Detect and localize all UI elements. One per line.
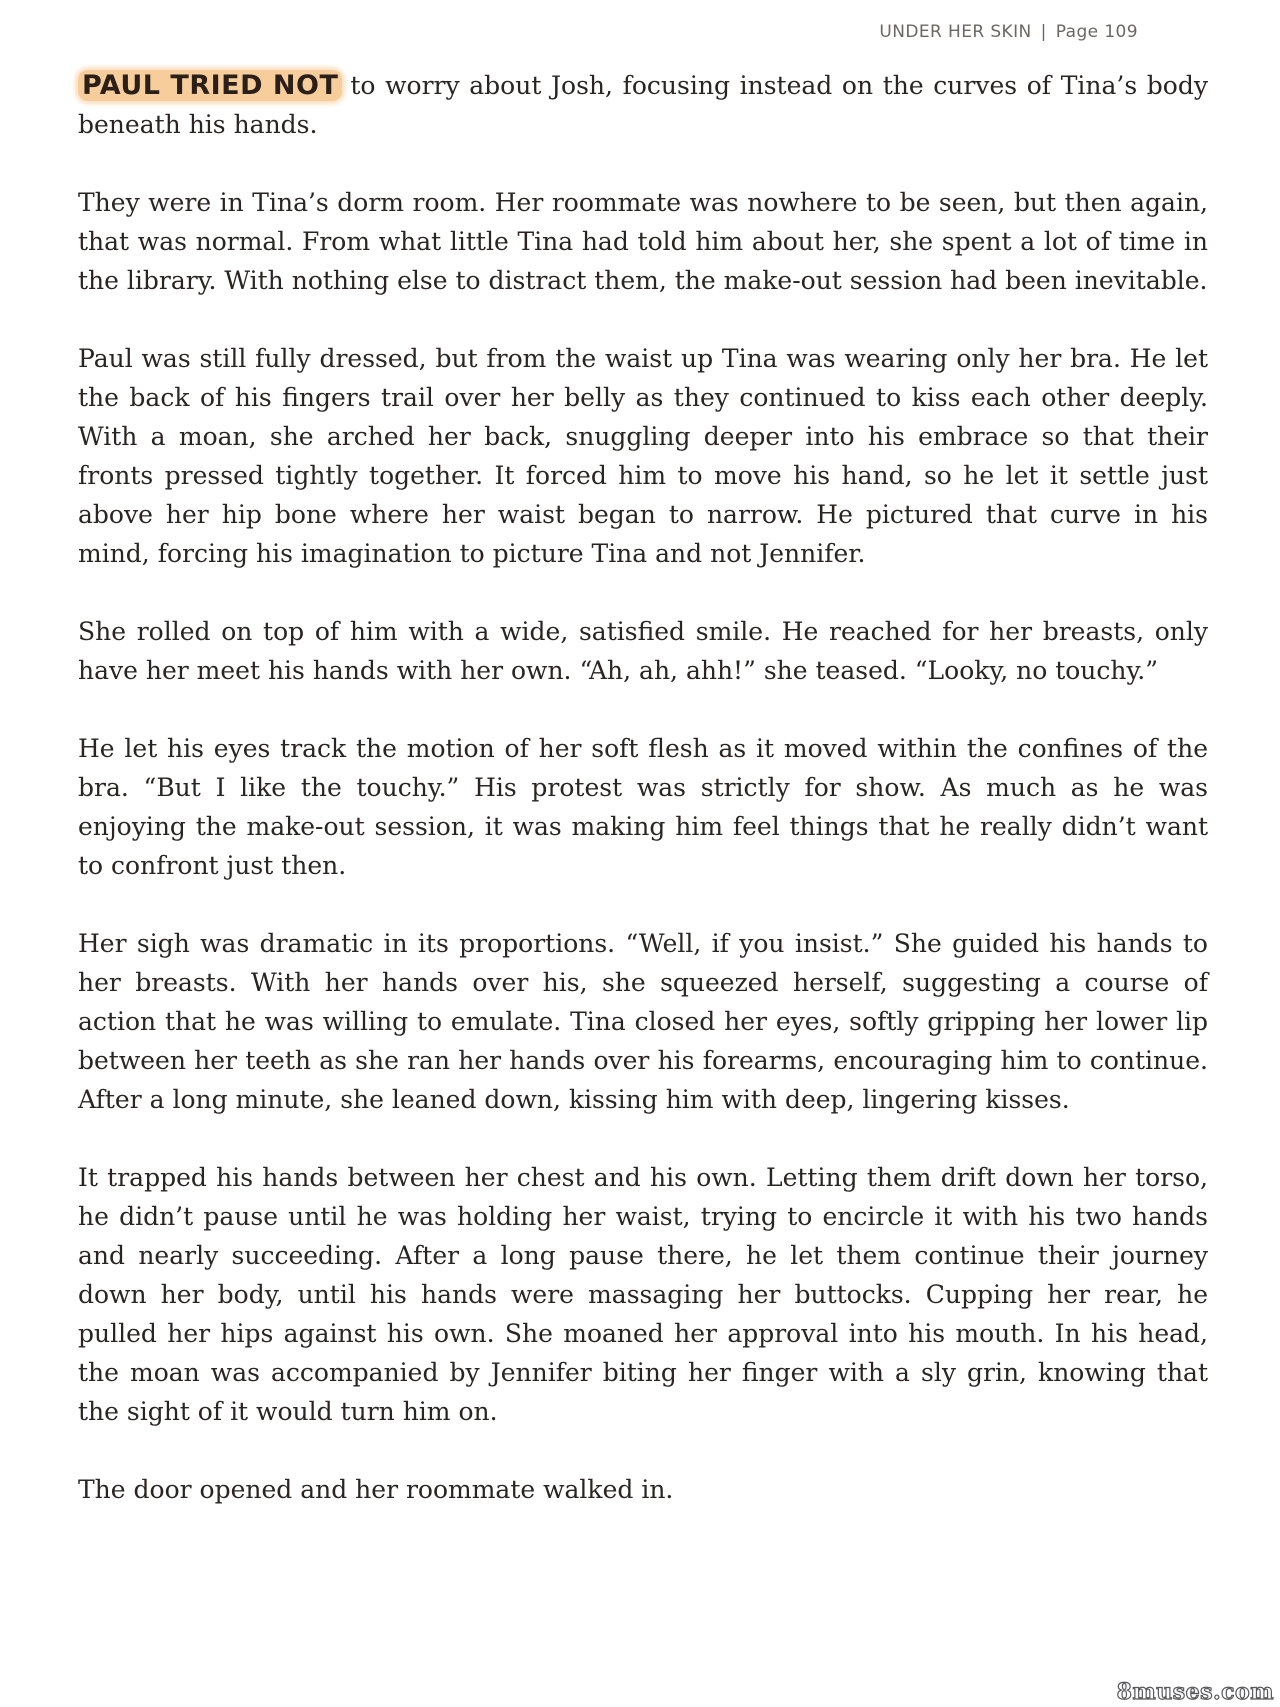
paragraph: Her sigh was dramatic in its proportions. “Well, if you insist.” She guided his hands to her breasts. With her hands over his, she squeezed herself, suggesting a course of action that he was willing to emulate. Tina closed her eyes, softly gripping her lower lip between her teeth as she ran her hands over his forearms, encouraging him to continue. After a long minute, she leaned down, kissing him with deep, lingering kisses. [78, 929, 1208, 1114]
paragraph: Paul was still fully dressed, but from the waist up Tina was wearing only her bra. He let the back of his fingers trail over her belly as they continued to kiss each other deeply. With a moan, she arched her back, snuggling deeper into his embrace so that their fronts pressed tightly together. It forced him to move his hand, so he let it settle just above her hip bone where her waist began to narrow. He pictured that curve in his mind, forcing his imagination to picture Tina and not Jennifer. [78, 344, 1208, 568]
paragraph [78, 66, 1208, 144]
paragraph: They were in Tina’s dorm room. Her roommate was nowhere to be seen, but then again, that was normal. From what little Tina had told him about her, she spent a lot of time in the library. With nothing else to distract them, the make-out session had been inevitable. [78, 188, 1208, 295]
page-number: Page 109 [1055, 22, 1138, 42]
paragraph-text: to worry about Josh, focusing instead on the curves of Tina’s body beneath his hands. [78, 71, 1208, 139]
paragraph: The door opened and her roommate walked in. [78, 1475, 674, 1504]
page-body [78, 66, 1208, 1548]
paragraph: He let his eyes track the motion of her soft flesh as it moved within the confines of the bra. “But I like the touchy.” His protest was strictly for show. As much as he was enjoying the make-out session, it was making him feel things that he really didn’t want to confront just then. [78, 734, 1208, 880]
book-title: UNDER HER SKIN [879, 22, 1032, 42]
running-header [879, 22, 1138, 42]
paragraph: She rolled on top of him with a wide, satisfied smile. He reached for her breasts, only have her meet his hands with her own. “Ah, ah, ahh!” she teased. “Looky, no touchy.” [78, 617, 1208, 685]
header-separator: | [1040, 22, 1047, 42]
paragraph: It trapped his hands between her chest and his own. Letting them drift down her torso, he didn’t pause until he was holding her waist, trying to encircle it with his two hands and nearly succeeding. After a long pause there, he let them continue their journey down her body, until his hands were massaging her buttocks. Cupping her rear, he pulled her hips against his own. She moaned her approval into his mouth. In his head, the moan was accompanied by Jennifer biting her finger with a sly grin, knowing that the sight of it would turn him on. [78, 1163, 1208, 1426]
lead-in-highlight: PAUL TRIED NOT [78, 70, 342, 101]
watermark: 8muses.com [1116, 1679, 1274, 1705]
